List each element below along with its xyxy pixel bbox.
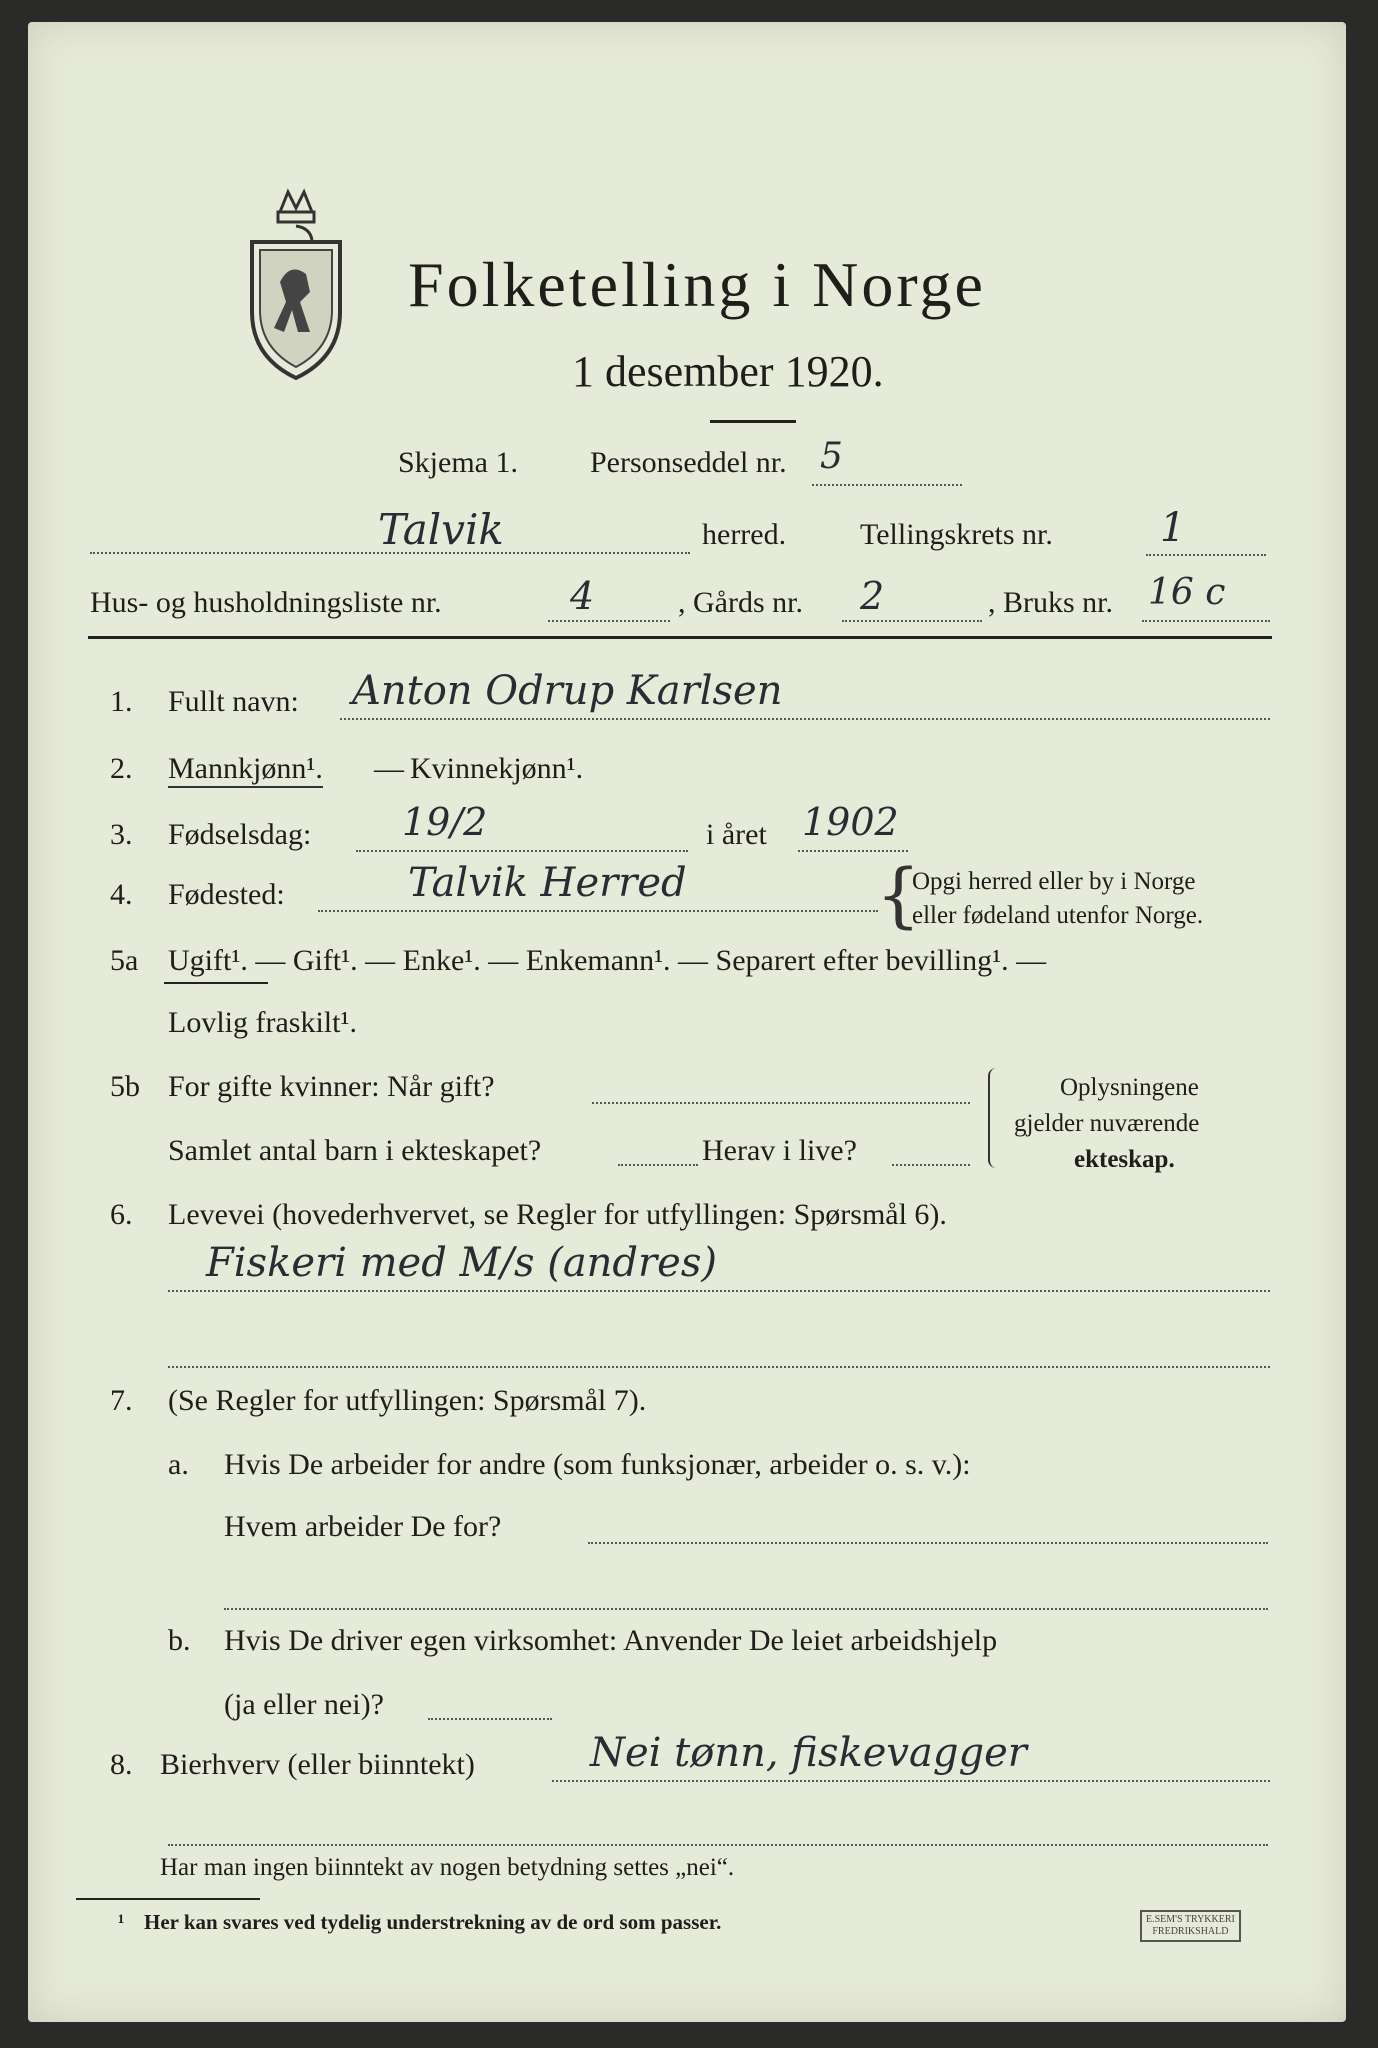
- tellingskrets-value[interactable]: 1: [1160, 505, 1186, 551]
- header-rule: [88, 636, 1272, 639]
- children-alive-line: [892, 1164, 970, 1166]
- occupation-label: Levevei (hovederhvervet, se Regler for utfyllingen: Spørsmål 6).: [168, 1198, 947, 1231]
- footnote-rule: [76, 1898, 260, 1900]
- q7-label: (Se Regler for utfyllingen: Spørsmål 7).: [168, 1384, 647, 1417]
- marriage-note-line3: ekteskap.: [1074, 1146, 1175, 1173]
- marriage-note-bracket: [988, 1068, 1000, 1168]
- hus-label: Hus- og husholdningsliste nr.: [90, 586, 442, 619]
- q7a-line1: Hvis De arbeider for andre (som funksjonær, arbeider o. s. v.):: [224, 1448, 971, 1481]
- herred-label: herred.: [702, 518, 787, 551]
- married-when-line: [592, 1102, 970, 1104]
- birthplace-note-brace: {: [876, 854, 921, 936]
- herred-value[interactable]: Talvik: [378, 505, 504, 554]
- side-income-line: [552, 1780, 1270, 1782]
- q3-label: Fødselsdag:: [168, 818, 312, 851]
- gards-label: , Gårds nr.: [678, 586, 803, 619]
- occupation-line-1: [168, 1290, 1270, 1292]
- gards-value[interactable]: 2: [860, 574, 885, 618]
- birthplace-line: [318, 910, 878, 912]
- birthday-line: [356, 850, 688, 852]
- side-income-value[interactable]: Nei tønn, fiskevagger: [590, 1730, 1027, 1776]
- personseddel-label: Personseddel nr.: [590, 446, 787, 479]
- divorced-option[interactable]: Lovlig fraskilt¹.: [168, 1006, 357, 1039]
- birthplace-value[interactable]: Talvik Herred: [408, 860, 687, 906]
- full-name-value[interactable]: Anton Odrup Karlsen: [352, 668, 783, 714]
- q4-label: Fødested:: [168, 878, 285, 911]
- printer-stamp-line1: E.SEM'S TRYKKERI: [1146, 1914, 1235, 1925]
- marriage-note-line2: gjelder nuværende: [1014, 1110, 1200, 1137]
- q8-number: 8.: [110, 1748, 133, 1781]
- bruks-value[interactable]: 16 c: [1148, 572, 1226, 613]
- married-women-label: For gifte kvinner: Når gift?: [168, 1070, 495, 1103]
- q7b-line2: (ja eller nei)?: [224, 1688, 384, 1721]
- no-income-note: Har man ingen biinntekt av nogen betydning settes „nei“.: [160, 1854, 735, 1881]
- q7a-letter: a.: [168, 1448, 189, 1481]
- q3-number: 3.: [110, 818, 133, 851]
- coat-of-arms-icon: [240, 182, 352, 382]
- q1-number: 1.: [110, 685, 133, 718]
- footnote-mark: ¹: [118, 1910, 125, 1934]
- q1-line: [340, 718, 1270, 720]
- q7a-line2: Hvem arbeider De for?: [224, 1510, 502, 1543]
- q8-label: Bierhverv (eller biinntekt): [160, 1748, 475, 1781]
- q7b-letter: b.: [168, 1624, 191, 1657]
- children-total-line: [618, 1164, 698, 1166]
- q5a-number: 5a: [110, 944, 139, 977]
- hired-help-line: [428, 1718, 552, 1720]
- birthplace-note-line2: eller fødeland utenfor Norge.: [912, 902, 1204, 929]
- q4-number: 4.: [110, 878, 133, 911]
- footnote-text: Her kan svares ved tydelig understrekning av de ord som passer.: [144, 1910, 722, 1934]
- census-date: 1 desember 1920.: [572, 347, 884, 396]
- q7b-line1: Hvis De driver egen virksomhet: Anvender De leiet arbeidshjelp: [224, 1624, 998, 1657]
- printer-stamp: [1140, 1910, 1241, 1942]
- q1-label: Fullt navn:: [168, 685, 299, 718]
- title-divider: [710, 420, 796, 423]
- occupation-line-2: [168, 1366, 1270, 1368]
- hus-line: [548, 620, 670, 622]
- personseddel-line: [812, 484, 962, 486]
- tellingskrets-line: [1146, 554, 1266, 556]
- hus-value[interactable]: 4: [570, 574, 595, 618]
- children-alive-label: Herav i live?: [702, 1134, 857, 1167]
- q6-number: 6.: [110, 1198, 133, 1231]
- male-option[interactable]: Mannkjønn¹.: [168, 752, 323, 788]
- occupation-value[interactable]: Fiskeri med M/s (andres): [206, 1240, 717, 1286]
- marriage-note-line1: Oplysningene: [1060, 1074, 1199, 1101]
- gards-line: [842, 620, 982, 622]
- employer-line-1: [588, 1542, 1268, 1544]
- q5b-number: 5b: [110, 1070, 140, 1103]
- printer-stamp-line2: FREDRIKSHALD: [1152, 1926, 1229, 1937]
- bruks-label: , Bruks nr.: [988, 586, 1114, 619]
- personseddel-value[interactable]: 5: [820, 436, 843, 477]
- birthday-value[interactable]: 19/2: [402, 800, 488, 844]
- employer-line-2: [224, 1608, 1268, 1610]
- unmarried-underline: [164, 982, 268, 984]
- birth-year-line: [798, 850, 908, 852]
- form-title: Folketelling i Norge: [408, 249, 986, 320]
- female-option[interactable]: Kvinnekjønn¹.: [410, 752, 584, 785]
- children-total-label: Samlet antal barn i ekteskapet?: [168, 1134, 542, 1167]
- q7-number: 7.: [110, 1384, 133, 1417]
- tellingskrets-label: Tellingskrets nr.: [860, 518, 1053, 551]
- birthplace-note-line1: Opgi herred eller by i Norge: [912, 868, 1196, 895]
- q2-separator: —: [374, 752, 404, 785]
- schema-label: Skjema 1.: [398, 446, 518, 479]
- q2-number: 2.: [110, 752, 133, 785]
- marital-status-options[interactable]: Ugift¹. — Gift¹. — Enke¹. — Enkemann¹. — Separert efter bevilling¹. —: [168, 944, 1047, 977]
- side-income-line-2: [168, 1844, 1268, 1846]
- bruks-line: [1142, 620, 1270, 622]
- birth-year-value[interactable]: 1902: [802, 800, 899, 844]
- birth-year-label: i året: [706, 818, 767, 851]
